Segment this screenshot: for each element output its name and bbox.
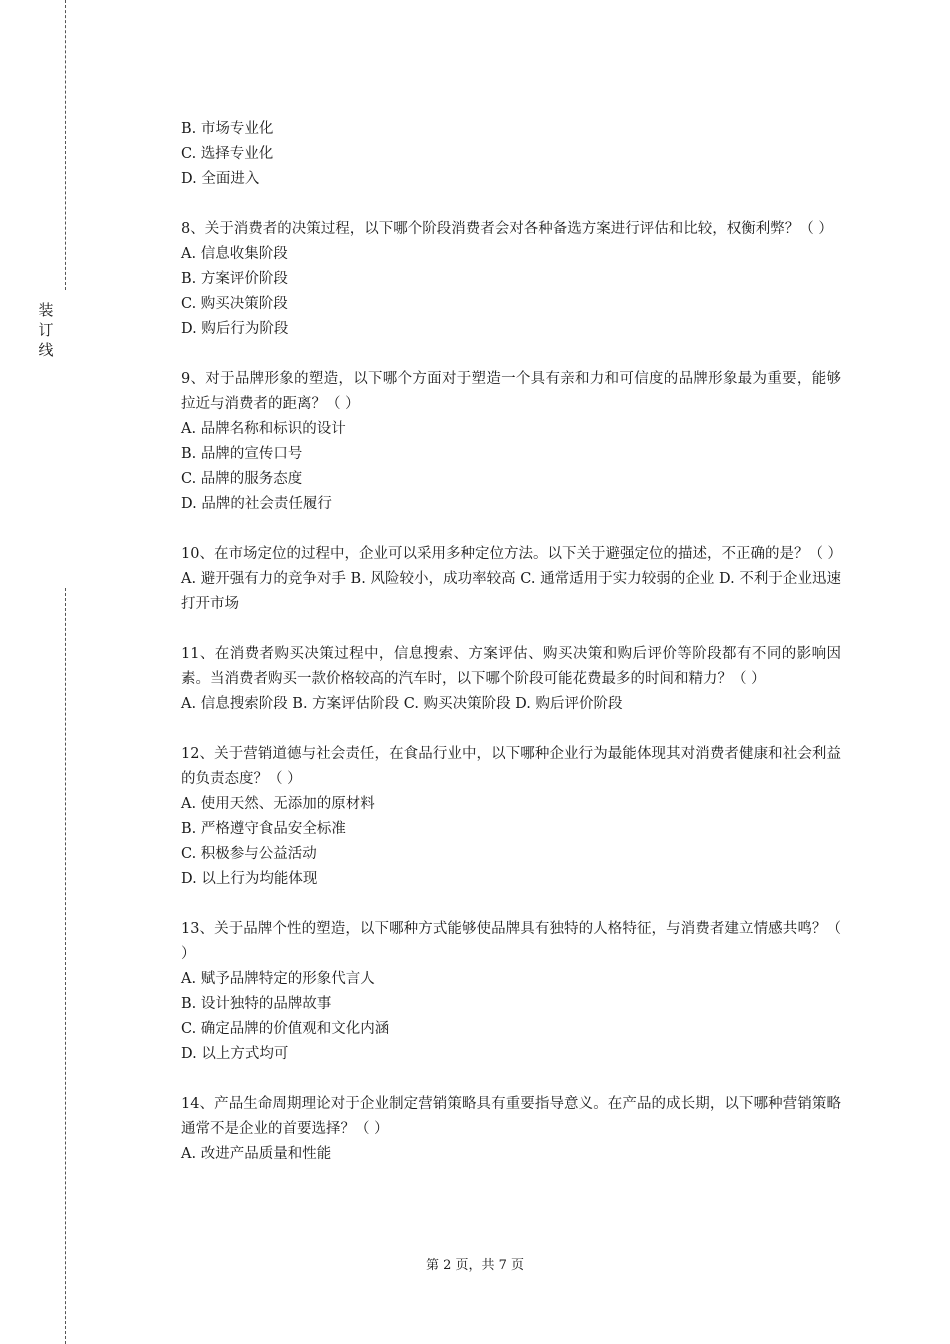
question-text: 11、在消费者购买决策过程中，信息搜索、方案评估、购买决策和购后评价等阶段都有不同的影响因素。当消费者购买一款价格较高的汽车时，以下哪个阶段可能花费最多的时间和精力？（ ） xyxy=(181,646,841,687)
question-8 xyxy=(181,217,841,342)
inline-options: A. 信息搜索阶段 B. 方案评估阶段 C. 购买决策阶段 D. 购后评价阶段 xyxy=(181,696,623,712)
exam-content xyxy=(181,117,841,1192)
option: D. 以上方式均可 xyxy=(181,1046,289,1062)
question-text: 14、产品生命周期理论对于企业制定营销策略具有重要指导意义。在产品的成长期，以下哪种营销策略通常不是企业的首要选择？（ ） xyxy=(181,1096,841,1137)
option: C. 确定品牌的价值观和文化内涵 xyxy=(181,1021,390,1037)
binding-char: 订 xyxy=(38,321,54,339)
question-10 xyxy=(181,542,841,617)
option: D. 购后行为阶段 xyxy=(181,321,289,337)
question-text: 8、关于消费者的决策过程，以下哪个阶段消费者会对各种备选方案进行评估和比较，权衡利弊？（ ） xyxy=(181,221,833,237)
binding-line-bottom xyxy=(65,588,66,1344)
option: B. 设计独特的品牌故事 xyxy=(181,996,332,1012)
option: D. 以上行为均能体现 xyxy=(181,871,318,887)
question-12 xyxy=(181,742,841,892)
option: D. 品牌的社会责任履行 xyxy=(181,496,332,512)
option: C. 购买决策阶段 xyxy=(181,296,288,312)
option: A. 信息收集阶段 xyxy=(181,246,288,262)
binding-char: 装 xyxy=(38,301,54,319)
page-footer: 第 2 页，共 7 页 xyxy=(425,1258,525,1273)
question-text: 13、关于品牌个性的塑造，以下哪种方式能够使品牌具有独特的人格特征，与消费者建立情感共鸣？（ ） xyxy=(181,921,841,962)
orphan-options-block xyxy=(181,117,841,192)
option: C. 选择专业化 xyxy=(181,146,274,162)
binding-char: 线 xyxy=(38,341,54,359)
question-9 xyxy=(181,367,841,517)
inline-options: A. 避开强有力的竞争对手 B. 风险较小，成功率较高 C. 通常适用于实力较弱的企业 D. 不利于企业迅速打开市场 xyxy=(181,571,841,612)
option: B. 方案评价阶段 xyxy=(181,271,288,287)
option: B. 市场专业化 xyxy=(181,121,274,137)
option: D. 全面进入 xyxy=(181,171,260,187)
option: B. 严格遵守食品安全标准 xyxy=(181,821,346,837)
binding-label xyxy=(36,300,56,360)
question-11 xyxy=(181,642,841,717)
option: C. 品牌的服务态度 xyxy=(181,471,303,487)
question-text: 10、在市场定位的过程中，企业可以采用多种定位方法。以下关于避强定位的描述，不正确的是？（ ） xyxy=(181,546,843,562)
question-text: 12、关于营销道德与社会责任，在食品行业中，以下哪种企业行为最能体现其对消费者健康和社会利益的负责态度？（ ） xyxy=(181,746,841,787)
question-13 xyxy=(181,917,841,1067)
question-text: 9、对于品牌形象的塑造，以下哪个方面对于塑造一个具有亲和力和可信度的品牌形象最为重要，能够拉近与消费者的距离？（ ） xyxy=(181,371,841,412)
option: C. 积极参与公益活动 xyxy=(181,846,317,862)
option: A. 赋予品牌特定的形象代言人 xyxy=(181,971,375,987)
option: A. 使用天然、无添加的原材料 xyxy=(181,796,375,812)
option: B. 品牌的宣传口号 xyxy=(181,446,303,462)
binding-line-top xyxy=(65,0,66,290)
option: A. 改进产品质量和性能 xyxy=(181,1146,332,1162)
option: A. 品牌名称和标识的设计 xyxy=(181,421,346,437)
question-14 xyxy=(181,1092,841,1167)
